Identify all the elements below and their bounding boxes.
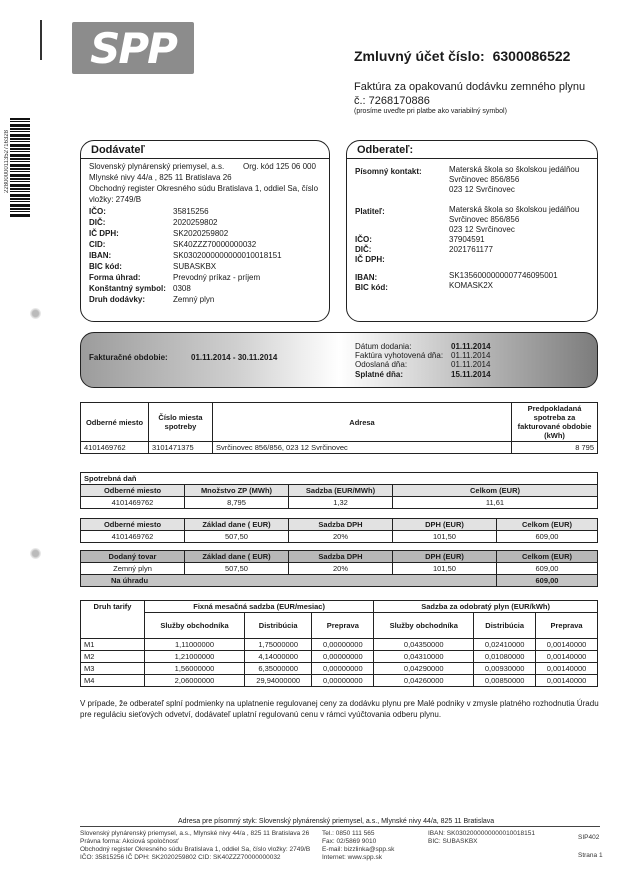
customer-dic-label: DIČ: bbox=[355, 245, 372, 254]
col-header: DPH (EUR) bbox=[393, 519, 497, 531]
cell: 0,02410000 bbox=[474, 639, 536, 651]
invoice-title bbox=[354, 80, 614, 108]
payer-line-1: Materská škola so školskou jedálňou bbox=[449, 205, 580, 214]
due-date-label: Splatné dňa: bbox=[355, 370, 404, 379]
col-header: Základ dane ( EUR) bbox=[185, 551, 289, 563]
postal-line-3: 023 12 Svrčinovec bbox=[449, 185, 515, 194]
period-value: 01.11.2014 - 30.11.2014 bbox=[191, 353, 278, 362]
cell: 101,50 bbox=[393, 563, 497, 575]
cell: 8,795 bbox=[185, 497, 289, 509]
due-date: 15.11.2014 bbox=[451, 370, 491, 379]
col-header: Celkom (EUR) bbox=[393, 485, 598, 497]
billing-period-band bbox=[80, 332, 598, 388]
supplier-field-label: DIČ: bbox=[89, 218, 106, 227]
tariff-table bbox=[80, 600, 598, 687]
consumption-table bbox=[80, 402, 598, 454]
supplier-address: Mlynské nivy 44/a , 825 11 Bratislava 26 bbox=[89, 173, 232, 182]
col-header: Základ dane ( EUR) bbox=[185, 519, 289, 531]
table-header-row bbox=[81, 485, 598, 497]
customer-bic: KOMASK2X bbox=[449, 281, 494, 290]
cell: 20% bbox=[289, 531, 393, 543]
table-row bbox=[81, 497, 598, 509]
cell: 0,00140000 bbox=[536, 663, 598, 675]
margin-line bbox=[40, 20, 42, 60]
total-due-row bbox=[81, 575, 598, 587]
col-header: Preprava bbox=[536, 613, 598, 639]
supplier-field-value: Prevodný príkaz - príjem bbox=[173, 273, 261, 282]
cell: 1,56000000 bbox=[145, 663, 245, 675]
cell: 1,32 bbox=[289, 497, 393, 509]
barcode-number: 2280000011352716328 bbox=[4, 130, 10, 193]
cell: 0,00140000 bbox=[536, 639, 598, 651]
col-header: Sadzba DPH bbox=[289, 551, 393, 563]
footer-line: Tel.: 0850 111 565 bbox=[322, 830, 375, 837]
issued-date: 01.11.2014 bbox=[451, 351, 491, 360]
col-header: Sadzba DPH bbox=[289, 519, 393, 531]
table-row bbox=[81, 651, 598, 663]
cell: 29,94000000 bbox=[244, 675, 311, 687]
col-header: Číslo miesta spotreby bbox=[149, 403, 213, 442]
cell: 609,00 bbox=[497, 563, 598, 575]
excise-table bbox=[80, 472, 598, 509]
cell: M4 bbox=[81, 675, 145, 687]
sent-date-label: Odoslaná dňa: bbox=[355, 360, 408, 369]
cell: 0,04310000 bbox=[374, 651, 474, 663]
footer-line: BIC: SUBASKBX bbox=[428, 838, 478, 845]
footer-line: Internet: www.spp.sk bbox=[322, 854, 382, 861]
cell: 11,61 bbox=[393, 497, 598, 509]
footer-form-code: SIP402 bbox=[578, 834, 600, 841]
punch-hole-icon bbox=[30, 548, 41, 559]
page-number: Strana 1 bbox=[578, 852, 603, 859]
cell: Svrčinovec 856/856, 023 12 Svrčinovec bbox=[213, 442, 512, 454]
supplier-org-code: Org. kód 125 06 000 bbox=[243, 162, 316, 171]
supplier-field-label: CID: bbox=[89, 240, 106, 249]
supplier-field-label: IČ DPH: bbox=[89, 229, 119, 238]
cell: 3101471375 bbox=[149, 442, 213, 454]
cell: 1,11000000 bbox=[145, 639, 245, 651]
table-row bbox=[81, 639, 598, 651]
group-header: Fixná mesačná sadzba (EUR/mesiac) bbox=[145, 601, 374, 613]
col-header: Množstvo ZP (MWh) bbox=[185, 485, 289, 497]
table-header-row bbox=[81, 601, 598, 613]
account-number: 6300086522 bbox=[492, 48, 571, 64]
col-header: Distribúcia bbox=[244, 613, 311, 639]
delivery-date: 01.11.2014 bbox=[451, 342, 491, 351]
cell: 0,00930000 bbox=[474, 663, 536, 675]
cell: 0,00000000 bbox=[312, 651, 374, 663]
cell: 507,50 bbox=[185, 563, 289, 575]
cell: 0,04350000 bbox=[374, 639, 474, 651]
col-header: Služby obchodníka bbox=[145, 613, 245, 639]
col-header: Služby obchodníka bbox=[374, 613, 474, 639]
delivery-date-label: Dátum dodania: bbox=[355, 342, 412, 351]
spp-logo bbox=[72, 22, 194, 74]
footer-line: Fax: 02/5869 9010 bbox=[322, 838, 377, 845]
customer-icdph-label: IČ DPH: bbox=[355, 255, 385, 264]
col-header: Druh tarify bbox=[81, 601, 145, 639]
cell: 101,50 bbox=[393, 531, 497, 543]
table-row bbox=[81, 675, 598, 687]
postal-line-2: Svrčinovec 856/856 bbox=[449, 175, 520, 184]
supplier-register-2: vložky: 2749/B bbox=[89, 195, 142, 204]
barcode-graphic bbox=[10, 118, 30, 218]
cell: 2,06000000 bbox=[145, 675, 245, 687]
cell: 0,00000000 bbox=[312, 675, 374, 687]
col-header: Sadzba (EUR/MWh) bbox=[289, 485, 393, 497]
supplier-field-value: 0308 bbox=[173, 284, 191, 293]
cell: M3 bbox=[81, 663, 145, 675]
cell: Zemný plyn bbox=[81, 563, 185, 575]
cell: 0,00000000 bbox=[312, 639, 374, 651]
footer-line: Obchodný register Okresného súdu Bratislava 1, oddiel Sa, číslo vložky: 2749/B bbox=[80, 846, 311, 853]
supplier-field-label: Forma úhrad: bbox=[89, 273, 141, 282]
cell: 0,00000000 bbox=[312, 663, 374, 675]
sent-date: 01.11.2014 bbox=[451, 360, 491, 369]
supplier-field-value: Zemný plyn bbox=[173, 295, 215, 304]
customer-iban-label: IBAN: bbox=[355, 273, 378, 282]
cell: 8 795 bbox=[512, 442, 598, 454]
col-header: Odberné miesto bbox=[81, 403, 149, 442]
invoice-note: (prosíme uveďte pri platbe ako variabilný symbol) bbox=[354, 108, 507, 115]
cell: M1 bbox=[81, 639, 145, 651]
col-header: Celkom (EUR) bbox=[497, 519, 598, 531]
supplier-field-value: 35815256 bbox=[173, 207, 209, 216]
supplier-field-label: IČO: bbox=[89, 207, 106, 216]
table-header-row bbox=[81, 519, 598, 531]
cell: 0,00140000 bbox=[536, 651, 598, 663]
regulation-notice: V prípade, že odberateľ splní podmienky na uplatnenie regulovanej ceny za dodávku plynu pre Malé podniky v zmysle platného rozhodnutia Úradu pre reguláciu sieťových odvetví, dodávateľ uplatní regulovanú cenu v rámci vyúčtovania odberu plynu. bbox=[80, 699, 599, 719]
postal-line-1: Materská škola so školskou jedálňou bbox=[449, 165, 580, 174]
col-header: Distribúcia bbox=[474, 613, 536, 639]
col-header: Dodaný tovar bbox=[81, 551, 185, 563]
cell: 0,00140000 bbox=[536, 675, 598, 687]
group-header: Sadzba za odobratý plyn (EUR/kWh) bbox=[374, 601, 598, 613]
footer-line: Slovenský plynárenský priemysel, a.s., Mlynské nivy 44/a , 825 11 Bratislava 26 bbox=[80, 830, 310, 837]
customer-ico-label: IČO: bbox=[355, 235, 372, 244]
supplier-field-value: SK40ZZZ70000000032 bbox=[173, 240, 257, 249]
col-header: Preprava bbox=[312, 613, 374, 639]
supplier-field-value: SK2020259802 bbox=[173, 229, 229, 238]
footer-line: Právna forma: Akciová spoločnosť bbox=[80, 838, 179, 845]
supplier-field-value: SK0302000000000010018151 bbox=[173, 251, 282, 260]
punch-hole-icon bbox=[30, 308, 41, 319]
table-row bbox=[81, 663, 598, 675]
col-header: Odberné miesto bbox=[81, 485, 185, 497]
cell: 1,21000000 bbox=[145, 651, 245, 663]
supplier-field-value: SUBASKBX bbox=[173, 262, 217, 271]
goods-table bbox=[80, 550, 598, 587]
footer-divider bbox=[80, 826, 600, 827]
payer-line-3: 023 12 Svrčinovec bbox=[449, 225, 515, 234]
footer-company bbox=[80, 830, 310, 862]
due-amount: 609,00 bbox=[497, 575, 598, 587]
supplier-field-label: IBAN: bbox=[89, 251, 112, 260]
vat-table bbox=[80, 518, 598, 543]
footer-postal-address: Adresa pre písomný styk: Slovenský plynárenský priemysel, a.s., Mlynské nivy 44/a, 825 11 Bratislava bbox=[178, 818, 495, 825]
col-header: DPH (EUR) bbox=[393, 551, 497, 563]
cell: 4101469762 bbox=[81, 531, 185, 543]
footer-contact bbox=[322, 830, 394, 862]
cell: 507,50 bbox=[185, 531, 289, 543]
cell: 4,14000000 bbox=[244, 651, 311, 663]
table-row bbox=[81, 442, 598, 454]
table-subheader-row bbox=[81, 613, 598, 639]
cell: 4101469762 bbox=[81, 442, 149, 454]
cell: M2 bbox=[81, 651, 145, 663]
customer-ico: 37904591 bbox=[449, 235, 485, 244]
footer-bank bbox=[428, 830, 535, 846]
payer-label: Platiteľ: bbox=[355, 207, 385, 216]
table-header-row bbox=[81, 403, 598, 442]
col-header: Adresa bbox=[213, 403, 512, 442]
excise-title: Spotrebná daň bbox=[81, 473, 598, 485]
cell: 609,00 bbox=[497, 531, 598, 543]
footer-line: E-mail: bizzlinka@spp.sk bbox=[322, 846, 395, 853]
customer-panel bbox=[346, 140, 598, 322]
cell: 0,01080000 bbox=[474, 651, 536, 663]
supplier-name: Slovenský plynárenský priemysel, a.s. bbox=[89, 162, 225, 171]
footer-line: IBAN: SK0302000000000010018151 bbox=[428, 830, 535, 837]
customer-bic-label: BIC kód: bbox=[355, 283, 388, 292]
supplier-register: Obchodný register Okresného súdu Bratislava 1, oddiel Sa, číslo bbox=[89, 184, 319, 193]
cell: 6,35000000 bbox=[244, 663, 311, 675]
col-header: Odberné miesto bbox=[81, 519, 185, 531]
col-header: Predpokladaná spotreba za fakturované obdobie (kWh) bbox=[512, 403, 598, 442]
supplier-field-label: Druh dodávky: bbox=[89, 295, 146, 304]
table-header-row bbox=[81, 551, 598, 563]
account-label: Zmluvný účet číslo: bbox=[354, 48, 485, 64]
table-row bbox=[81, 531, 598, 543]
cell: 1,75000000 bbox=[244, 639, 311, 651]
cell: 0,04260000 bbox=[374, 675, 474, 687]
footer-line: IČO: 35815256 IČ DPH: SK2020259802 CID: SK40ZZZ70000000032 bbox=[80, 854, 281, 861]
due-label: Na úhradu bbox=[81, 575, 497, 587]
col-header: Celkom (EUR) bbox=[497, 551, 598, 563]
cell: 0,00850000 bbox=[474, 675, 536, 687]
customer-dic: 2021761177 bbox=[449, 245, 493, 254]
postal-contact-label: Písomný kontakt: bbox=[355, 167, 422, 176]
logo-text: SPP bbox=[90, 24, 176, 73]
supplier-field-label: Konštantný symbol: bbox=[89, 284, 166, 293]
customer-iban: SK1356000000007746095001 bbox=[449, 271, 558, 280]
cell: 20% bbox=[289, 563, 393, 575]
table-row bbox=[81, 563, 598, 575]
cell: 0,04290000 bbox=[374, 663, 474, 675]
supplier-field-label: BIC kód: bbox=[89, 262, 122, 271]
cell: 4101469762 bbox=[81, 497, 185, 509]
supplier-panel bbox=[80, 140, 330, 322]
supplier-title: Dodávateľ bbox=[81, 141, 329, 159]
supplier-field-value: 2020259802 bbox=[173, 218, 218, 227]
customer-title: Odberateľ: bbox=[347, 141, 597, 159]
period-label: Fakturačné obdobie: bbox=[89, 353, 168, 362]
invoice-line1: Faktúra za opakovanú dodávku zemného plynu bbox=[354, 81, 586, 93]
issued-date-label: Faktúra vyhotovená dňa: bbox=[355, 351, 444, 360]
invoice-number: č.: 7268170886 bbox=[354, 95, 430, 107]
payer-line-2: Svrčinovec 856/856 bbox=[449, 215, 520, 224]
account-title bbox=[354, 48, 570, 64]
